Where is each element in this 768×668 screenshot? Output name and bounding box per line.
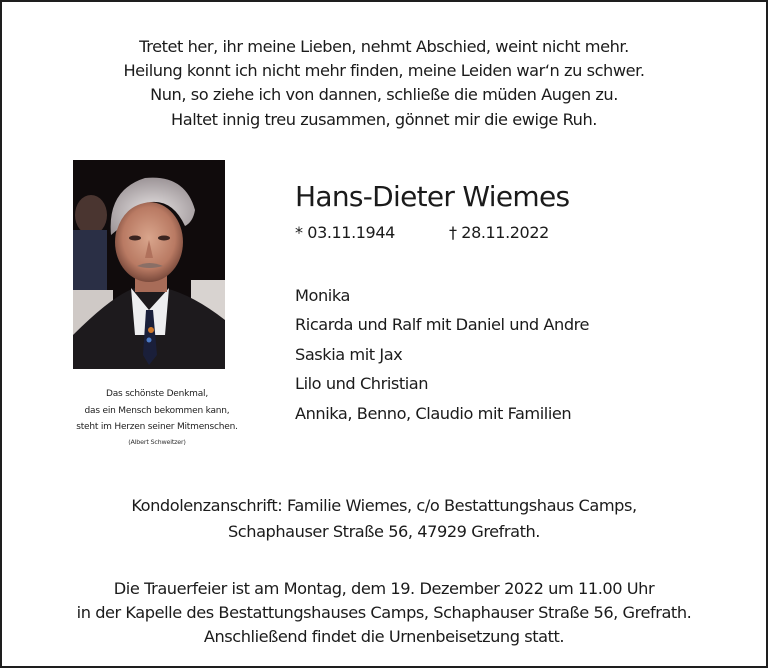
death-date: † 28.11.2022 [449, 223, 549, 242]
mourners-list [295, 281, 589, 428]
poem-line: Tretet her, ihr meine Lieben, nehmt Abschied, weint nicht mehr. [139, 37, 629, 56]
poem [2, 35, 766, 132]
mourner-item: Lilo und Christian [295, 374, 429, 394]
portrait-icon [73, 160, 225, 369]
mourner-item: Saskia mit Jax [295, 344, 403, 364]
portrait-photo [73, 160, 225, 369]
deceased-name: Hans-Dieter Wiemes [295, 180, 570, 213]
ceremony-line: Die Trauerfeier ist am Montag, dem 19. Dezember 2022 um 11.00 Uhr [113, 579, 655, 598]
mourner-item: Monika [295, 286, 350, 305]
poem-line: Nun, so ziehe ich von dannen, schließe die müden Augen zu. [150, 85, 618, 105]
poem-line: Heilung konnt ich nicht mehr finden, meine Leiden war‘n zu schwer. [123, 61, 645, 81]
ceremony-info [2, 577, 766, 649]
condolence-address [2, 493, 766, 545]
quote-line: das ein Mensch bekommen kann, [84, 405, 230, 416]
memorial-quote [54, 386, 260, 448]
condolence-line: Schaphauser Straße 56, 47929 Grefrath. [227, 522, 541, 541]
ceremony-line: in der Kapelle des Bestattungshauses Camps, Schaphauser Straße 56, Grefrath. [76, 603, 692, 622]
quote-line: Das schönste Denkmal, [106, 389, 208, 399]
birth-date: * 03.11.1944 [295, 223, 395, 242]
mourner-item: Annika, Benno, Claudio mit Familien [295, 403, 572, 423]
quote-line: steht im Herzen seiner Mitmenschen. [76, 422, 238, 432]
ceremony-line: Anschließend findet die Urnenbeisetzung statt. [203, 627, 565, 646]
quote-author: (Albert Schweitzer) [128, 437, 186, 446]
condolence-line: Kondolenzanschrift: Familie Wiemes, c/o Bestattungshaus Camps, [131, 496, 637, 515]
poem-line: Haltet innig treu zusammen, gönnet mir die ewige Ruh. [171, 109, 597, 129]
mourner-item: Ricarda und Ralf mit Daniel und Andre [295, 315, 590, 335]
